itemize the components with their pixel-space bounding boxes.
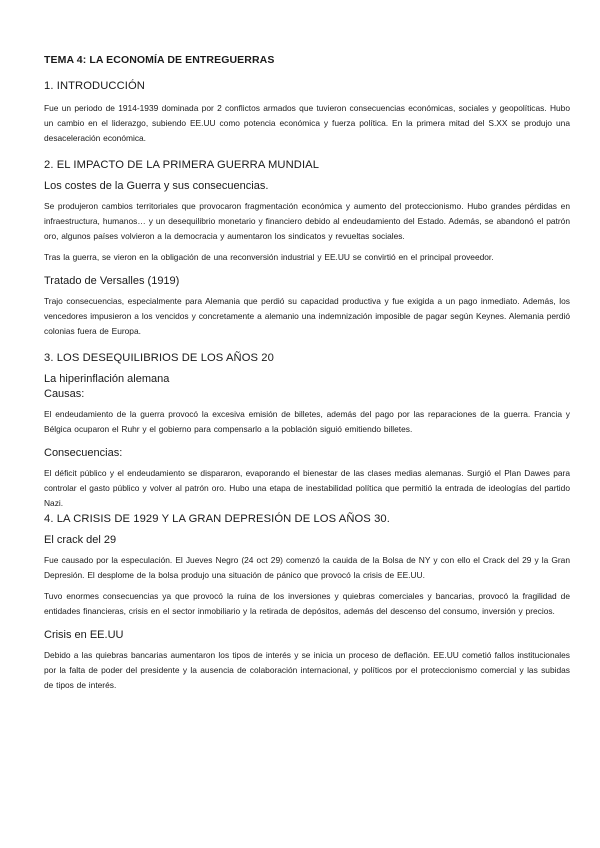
subheading-costes-guerra: Los costes de la Guerra y sus consecuencias. <box>44 180 269 192</box>
paragraph-crack-29-1: Fue causado por la especulación. El Jueves Negro (24 oct 29) comenzó la cauida de la Bolsa de NY y con ello el Crack del 29 y la Gran Depresión. El desplome de la bolsa produjo una situación de pánico que provocó la crisis de EE.UU. <box>44 555 570 580</box>
paragraph-costes-guerra-2: Tras la guerra, se vieron en la obligación de una reconversión industrial y EE.UU se convirtió en el principal proveedor. <box>44 252 494 262</box>
subheading-tratado-versalles: Tratado de Versalles (1919) <box>44 275 180 287</box>
subheading-causas: Causas: <box>44 388 85 400</box>
section-heading-crisis-1929: 4. LA CRISIS DE 1929 Y LA GRAN DEPRESIÓN DE LOS AÑOS 30. <box>44 513 390 525</box>
paragraph-introduccion: Fue un periodo de 1914-1939 dominada por 2 conflictos armados que tuvieron consecuencias económicas, sociales y geopolíticas. Hubo un cambio en el liderazgo, subiendo EE.UU como potencia económica y fuerza política. En la primera mitad del S.XX se produjo una desaceleración económica. <box>44 103 570 143</box>
document-page <box>44 54 570 693</box>
section-heading-introduccion: 1. INTRODUCCIÓN <box>44 80 145 92</box>
paragraph-crack-29-2: Tuvo enormes consecuencias ya que provocó la ruina de los inversiones y quiebras comerciales y bancarias, provocó la fragilidad de entidades financieras, crisis en el sector inmobiliario y la retirada de depósitos, además del descenso del consumo, inversión y precios. <box>44 591 570 616</box>
section-heading-impacto-guerra: 2. EL IMPACTO DE LA PRIMERA GUERRA MUNDIAL <box>44 159 320 171</box>
section-heading-desequilibrios: 3. LOS DESEQUILIBRIOS DE LOS AÑOS 20 <box>44 352 274 364</box>
subheading-crack-29: El crack del 29 <box>44 534 117 546</box>
paragraph-costes-guerra-1: Se produjeron cambios territoriales que provocaron fragmentación económica y aumento del proteccionismo. Hubo grandes pérdidas en infraestructura, humanos… y un desequilibrio monetario y financiero debido al endeudamiento del Estado. Además, se abandonó el patrón oro, algunos países volvieron a la democracia y aumentaron los sindicatos y revueltas sociales. <box>44 201 570 241</box>
subheading-consecuencias: Consecuencias: <box>44 447 123 459</box>
subheading-crisis-eeuu: Crisis en EE.UU <box>44 629 124 641</box>
subheading-hiperinflacion: La hiperinflación alemana <box>44 373 170 385</box>
paragraph-consecuencias: El déficit público y el endeudamiento se dispararon, evaporando el bienestar de las clases medias alemanas. Surgió el Plan Dawes para controlar el gasto público y volver al patrón oro. Hubo una etapa de inestabilidad política que permitió la entrada de ideologías del partido Nazi. <box>44 468 570 508</box>
paragraph-causas: El endeudamiento de la guerra provocó la excesiva emisión de billetes, además del pago por las reparaciones de la guerra. Francia y Bélgica ocuparon el Ruhr y el gobierno para compensarlo a la población siguió emitiendo billetes. <box>44 409 570 434</box>
paragraph-crisis-eeuu: Debido a las quiebras bancarias aumentaron los tipos de interés y se inicia un proceso de deflación. EE.UU cometió fallos institucionales por la falta de poder del presidente y la ausencia de colaboración internacional, y políticos por el proteccionismo comercial y las subidas de tipos de interés. <box>44 650 570 690</box>
document-title: TEMA 4: LA ECONOMÍA DE ENTREGUERRAS <box>44 54 275 66</box>
paragraph-tratado-versalles: Trajo consecuencias, especialmente para Alemania que perdió su capacidad productiva y fue exigida a un pago inmediato. Además, los vencedores impusieron a los vencidos y concretamente a alemanio una indemnización imposible de pagar según Keynes. Alemania perdió colonias fuera de Europa. <box>44 296 570 336</box>
